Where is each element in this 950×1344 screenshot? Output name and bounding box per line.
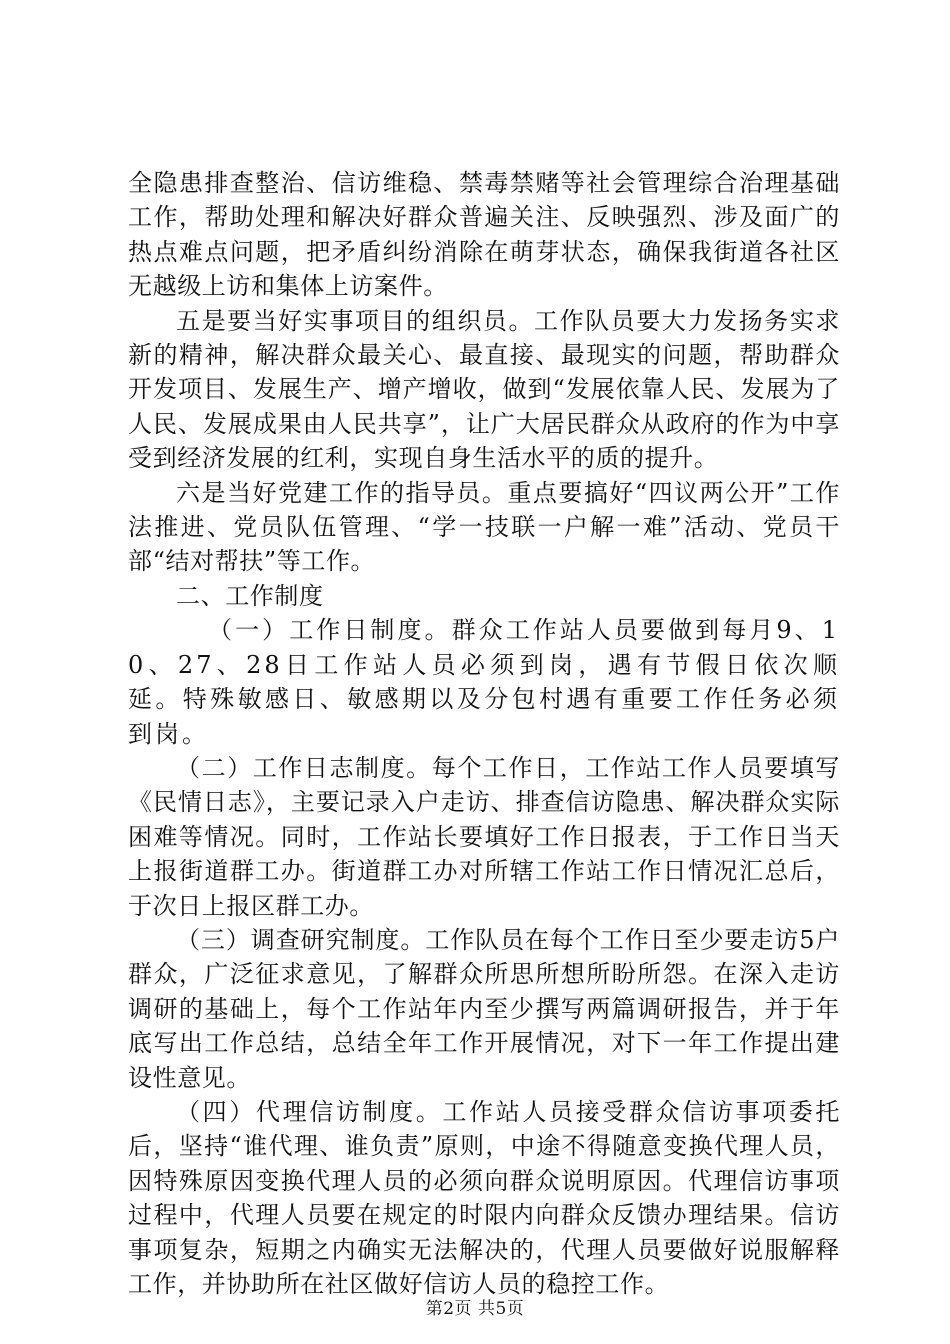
paragraph-point-six: 六是当好党建工作的指导员。重点要搞好“四议两公开”工作法推进、党员队伍管理、“学一技联一户解一难”活动、党员干部“结对帮扶”等工作。 xyxy=(128,478,840,576)
paragraph-research-system: （三）调查研究制度。工作队员在每个工作日至少要走访5户群众，广泛征求意见，了解群众所思所想所盼所怨。在深入走访调研的基础上，每个工作站年内至少撰写两篇调研报告，并于年底写出工作总结，总结全年工作开展情况，对下一年工作提出建设性意见。 xyxy=(128,925,840,1092)
paragraph-petition-agency-system: （四）代理信访制度。工作站人员接受群众信访事项委托后，坚持“谁代理、谁负责”原则，中途不得随意变换代理人员，因特殊原因变换代理人员的必须向群众说明原因。代理信访事项过程中，代理人员要在规定的时限内向群众反馈办理结果。信访事项复杂，短期之内确实无法解决的，代理人员要做好说服解释工作，并协助所在社区做好信访人员的稳控工作。 xyxy=(128,1097,840,1298)
paragraph-continuation: 全隐患排查整治、信访维稳、禁毒禁赌等社会管理综合治理基础工作，帮助处理和解决好群众普遍关注、反映强烈、涉及面广的热点难点问题，把矛盾纠纷消除在萌芽状态，确保我街道各社区无越级上访和集体上访案件。 xyxy=(128,169,840,301)
paragraph-work-log-system: （二）工作日志制度。每个工作日，工作站工作人员要填写《民情日志》，主要记录入户走访、排查信访隐患、解决群众实际困难等情况。同时，工作站长要填好工作日报表，于工作日当天上报街道群工办。街道群工办对所辖工作站工作日情况汇总后，于次日上报区群工办。 xyxy=(128,753,840,920)
document-body xyxy=(128,166,840,1301)
paragraph-point-five: 五是要当好实事项目的组织员。工作队员要大力发扬务实求新的精神，解决群众最关心、最直接、最现实的问题，帮助群众开发项目、发展生产、增产增收，做到“发展依靠人民、发展为了人民、发展成果由人民共享”，让广大居民群众从政府的作为中享受到经济发展的红利，实现自身生活水平的质的提升。 xyxy=(128,306,840,473)
page-number-footer: 第2页 共5页 xyxy=(425,1299,525,1319)
section-heading-work-system: 二、工作制度 xyxy=(176,581,324,610)
paragraph-workday-system: （一）工作日制度。群众工作站人员要做到每月9、10、27、28日工作站人员必须到岗，遇有节假日依次顺延。特殊敏感日、敏感期以及分包村遇有重要工作任务必须到岗。 xyxy=(128,616,840,748)
